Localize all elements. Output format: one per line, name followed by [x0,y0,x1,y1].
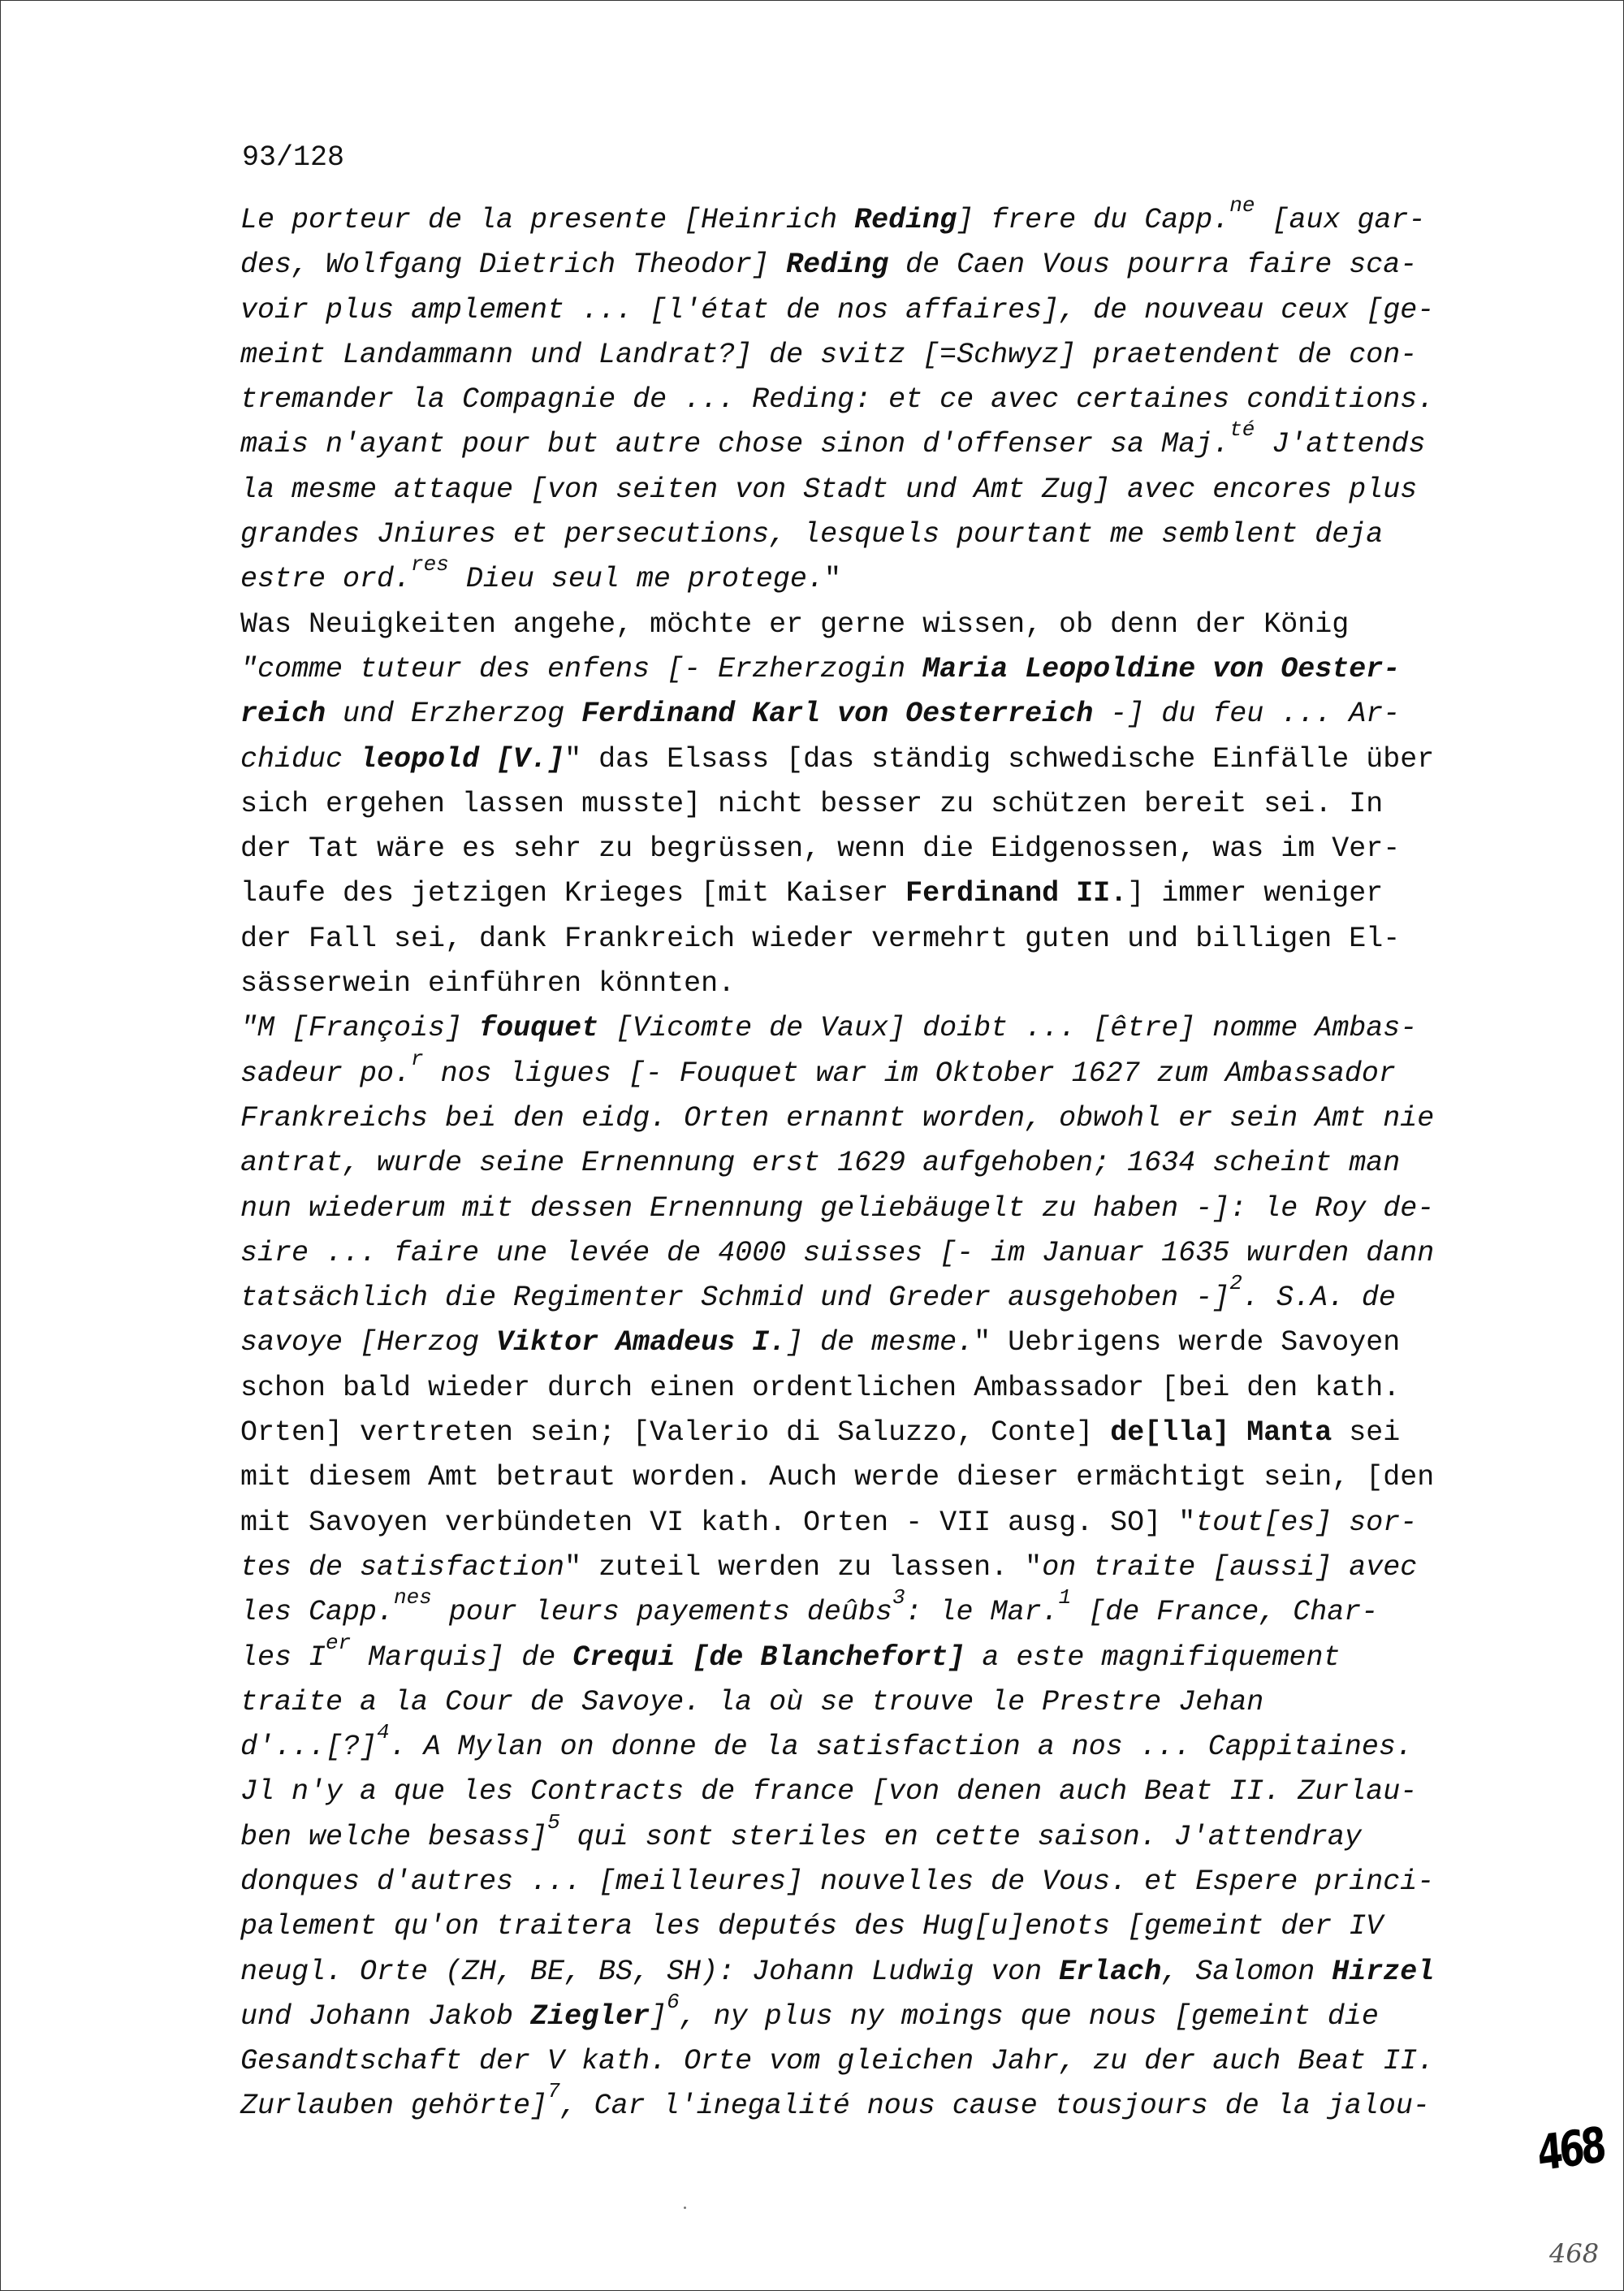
bold-italic-text: Reding [786,249,889,282]
regular-text: sässerwein einführen könnten. [240,967,736,1001]
italic-text: Frankreichs bei den eidg. Orten ernannt worden, obwohl er sein Amt nie [240,1101,1435,1135]
italic-text: ben welche besass] [240,1820,548,1853]
italic-text: [Vicomte de Vaux] doibt ... [être] nomme Ambas- [598,1012,1418,1045]
italic-text: Jl n'y a que les Contracts de france [von denen auch Beat II. Zurlau- [240,1775,1418,1809]
italic-text [530,2000,650,2033]
italic-text [360,743,564,776]
regular-text: ] immer weniger [1127,877,1384,910]
italic-text: und Erzherzog [326,698,582,731]
bold-text: Ferdinand II. [905,877,1128,910]
italic-text [1332,1956,1434,1988]
italic-text: tout[es] sor- [1195,1506,1418,1539]
text-line [240,1680,1572,1725]
text-line [240,1321,1572,1365]
superscript: 1 [1058,1585,1072,1610]
bold-italic-text: fouquet [479,1012,599,1045]
superscript: r [411,1046,424,1071]
italic-text: Dieu seul me protege. [448,563,824,596]
regular-text: der Fall sei, dank Frankreich wieder vermehrt guten und billigen El- [240,922,1401,955]
regular-text: " das Elsass [das ständig schwedische Einfälle über [564,742,1435,776]
bold-italic-text: leopold [V.] [360,742,565,776]
text-line [240,737,1572,782]
italic-text: . A Mylan on donne de la satisfaction a nos ... Cappitaines. [389,1731,1413,1764]
italic-text: tremander la Compagnie de ... Reding: et ce avec certaines conditions. [240,383,1435,417]
text-line [240,871,1572,916]
bold-italic-text: Maria Leopoldine von Oester- [922,652,1401,685]
regular-text: " [823,563,841,596]
italic-text: , Salomon [1161,1955,1332,1988]
text-line [240,1989,1572,2039]
text-line [240,468,1572,512]
italic-text: sire ... faire une levée de 4000 suisses [- im Januar 1635 wurden dann [240,1236,1435,1269]
bold-italic-text: Crequi [de Blanchefort] [572,1640,965,1674]
text-line [240,1950,1572,1995]
italic-text: ] de mesme. [786,1326,974,1359]
italic-text: les I [240,1640,326,1674]
superscript: 6 [667,1989,680,2014]
text-line [240,1720,1572,1770]
italic-text: ] [650,1999,667,2033]
text-line [240,647,1572,692]
page-number: 93/128 [242,141,345,174]
superscript: 2 [1229,1271,1242,1296]
italic-text: savoye [Herzog [240,1326,497,1359]
italic-text [922,653,1400,685]
document-body [240,193,1572,2129]
text-line [240,1366,1572,1411]
italic-text: . S.A. de [1242,1282,1396,1315]
italic-text: d'...[?] [240,1731,378,1764]
bold-italic-text: Ferdinand Karl von Oesterreich [581,698,1094,731]
italic-text: des, Wolfgang Dietrich Theodor] [240,249,787,282]
bold-text: de[lla] Manta [1110,1416,1332,1450]
italic-text: estre ord. [240,563,412,596]
italic-text: on traite [aussi] avec [1042,1550,1418,1584]
text-line [240,2039,1572,2084]
superscript: 3 [892,1585,905,1610]
text-line [240,552,1572,602]
text-line [240,1271,1572,1321]
text-line [240,692,1572,737]
italic-text: traite a la Cour de Savoye. la où se trouve le Prestre Jehan [240,1685,1264,1718]
superscript: er [326,1630,352,1655]
italic-text [1059,1956,1161,1988]
text-line [240,417,1572,467]
italic-text: Le porteur de la presente [Heinrich [240,204,855,236]
italic-text: : le Mar. [905,1596,1059,1629]
italic-text: qui sont steriles en cette saison. J'attendray [559,1820,1362,1853]
regular-text: Orten] vertreten sein; [Valerio di Saluzzo, Conte] [240,1416,1111,1450]
italic-text: Marquis] de [351,1640,573,1674]
text-line [240,1187,1572,1231]
pencil-folio-number: 468 [1549,2238,1600,2269]
text-line [240,827,1572,871]
bold-italic-text: Viktor Amadeus I. [496,1326,787,1359]
italic-text: de Caen Vous pourra faire sca- [888,249,1418,282]
text-line [240,512,1572,557]
italic-text [479,1012,598,1044]
superscript: 7 [547,2079,560,2104]
text-line [240,603,1572,647]
italic-text: antrat, wurde seine Ernennung erst 1629 aufgehoben; 1634 scheint man [240,1147,1401,1180]
text-line [240,378,1572,422]
italic-text: chiduc [240,742,361,776]
superscript: res [411,552,449,577]
text-line [240,1046,1572,1096]
italic-text: sadeur po. [240,1057,412,1090]
superscript: 5 [547,1809,560,1835]
bold-italic-text: Reding [854,204,957,236]
italic-text: mais n'ayant pour but autre chose sinon d'offenser sa Maj. [240,428,1230,461]
regular-text: Was Neuigkeiten angehe, möchte er gerne wissen, ob denn der König [240,607,1350,641]
italic-text: ] frere du Capp. [957,204,1230,236]
text-line [240,962,1572,1006]
superscript: ne [1229,193,1255,218]
regular-text: mit diesem Amt betraut worden. Auch werde dieser ermächtigt sein, [den [240,1461,1435,1494]
regular-text: " Uebrigens werde Savoyen [974,1326,1401,1359]
italic-text: , ny plus ny moings que nous [gemeint die [679,1999,1379,2033]
text-line [240,1231,1572,1276]
regular-text: schon bald wieder durch einen ordentlichen Ambassador [bei den kath. [240,1371,1401,1404]
italic-text: [aux gar- [1255,204,1426,236]
italic-text: und Johann Jakob [240,1999,531,2033]
superscript: 4 [377,1720,390,1745]
regular-text: mit Savoyen verbündeten VI kath. Orten - VII ausg. SO] " [240,1506,1196,1539]
italic-text [240,698,326,730]
superscript: té [1229,417,1255,443]
scan-speck [684,2207,686,2209]
italic-text: neugl. Orte (ZH, BE, BS, SH): Johann Ludwig von [240,1955,1060,1988]
italic-text: les Capp. [240,1596,395,1629]
bold-italic-text: Ziegler [530,1999,650,2033]
italic-text: palement qu'on traitera les deputés des Hug[u]enots [gemeint der IV [240,1910,1384,1943]
italic-text: la mesme attaque [von seiten von Stadt und Amt Zug] avec encores plus [240,473,1418,506]
text-line [240,333,1572,378]
text-line [240,1411,1572,1455]
italic-text: -] du feu ... Ar- [1093,698,1401,731]
text-line [240,243,1572,287]
italic-text: pour leurs payements deûbs [431,1596,892,1629]
italic-text: "comme tuteur des enfens [- Erzherzogin [240,652,923,685]
italic-text: tatsächlich die Regimenter Schmid und Greder ausgehoben -] [240,1282,1230,1315]
italic-text: [de France, Char- [1071,1596,1379,1629]
superscript: nes [394,1585,432,1610]
italic-text [572,1641,965,1674]
regular-text: laufe des jetzigen Krieges [mit Kaiser [240,877,906,910]
text-line [240,1096,1572,1141]
text-line [240,1455,1572,1500]
text-line [240,288,1572,333]
italic-text: meint Landammann und Landrat?] de svitz [=Schwyz] praetendent de con- [240,338,1418,371]
italic-text [786,249,888,281]
italic-text: , Car l'inegalité nous cause tousjours de la jalou- [559,2090,1430,2123]
bold-italic-text: Erlach [1059,1955,1162,1988]
text-line [240,1860,1572,1904]
italic-text: nun wiederum mit dessen Ernennung geliebäugelt zu haben -]: le Roy de- [240,1191,1435,1225]
bold-italic-text: Hirzel [1332,1955,1435,1988]
regular-text: der Tat wäre es sehr zu begrüssen, wenn die Eidgenossen, was im Ver- [240,832,1401,866]
text-line [240,917,1572,962]
text-line [240,1904,1572,1949]
regular-text: sich ergehen lassen musste] nicht besser zu schützen bereit sei. In [240,787,1384,820]
text-line [240,193,1572,243]
text-line [240,1630,1572,1680]
italic-text: grandes Jniures et persecutions, lesquels pourtant me semblent deja [240,518,1384,551]
text-line [240,1770,1572,1814]
stamped-folio-number: 468 [1535,2116,1605,2183]
text-line [240,1545,1572,1590]
text-line [240,1006,1572,1051]
italic-text: nos ligues [- Fouquet war im Oktober 1627 zum Ambassador [423,1057,1396,1090]
text-line [240,2079,1572,2129]
italic-text [581,698,1093,730]
italic-text: tes de satisfaction [240,1550,565,1584]
text-line [240,1141,1572,1186]
italic-text: donques d'autres ... [meilleures] nouvelles de Vous. et Espere princi- [240,1865,1435,1898]
italic-text: Gesandtschaft der V kath. Orte vom gleichen Jahr, zu der auch Beat II. [240,2045,1435,2078]
bold-italic-text: reich [240,698,326,731]
text-line [240,1585,1572,1635]
regular-text: " zuteil werden zu lassen. " [564,1550,1043,1584]
text-line [240,1501,1572,1545]
italic-text: voir plus amplement ... [l'état de nos affaires], de nouveau ceux [ge- [240,293,1435,326]
regular-text: sei [1332,1416,1401,1450]
italic-text: "M [François] [240,1012,480,1045]
italic-text: a este magnifiquement [965,1640,1341,1674]
italic-text [854,204,957,236]
italic-text: J'attends [1255,428,1426,461]
italic-text [496,1326,786,1359]
italic-text: Zurlauben gehörte] [240,2090,548,2123]
text-line [240,1809,1572,1860]
text-line [240,782,1572,827]
